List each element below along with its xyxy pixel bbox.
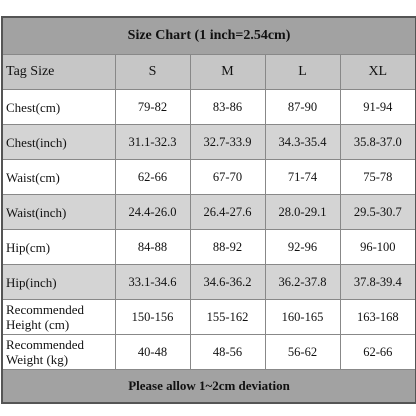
table-cell: 87-90 <box>265 90 340 125</box>
table-row <box>2 195 416 230</box>
table-cell: 56-62 <box>265 335 340 370</box>
tag-size-label: Tag Size <box>2 55 115 90</box>
table-cell: 92-96 <box>265 230 340 265</box>
table-cell: 79-82 <box>115 90 190 125</box>
table-cell: 40-48 <box>115 335 190 370</box>
table-row <box>2 160 416 195</box>
chart-title: Size Chart (1 inch=2.54cm) <box>2 17 416 55</box>
table-cell: 24.4-26.0 <box>115 195 190 230</box>
table-cell: 155-162 <box>190 300 265 335</box>
table-cell: 32.7-33.9 <box>190 125 265 160</box>
row-label: Chest(inch) <box>2 125 115 160</box>
table-row <box>2 265 416 300</box>
table-cell: 29.5-30.7 <box>340 195 416 230</box>
row-label: Hip(cm) <box>2 230 115 265</box>
table-cell: 31.1-32.3 <box>115 125 190 160</box>
table-cell: 84-88 <box>115 230 190 265</box>
table-cell: 163-168 <box>340 300 416 335</box>
size-chart-table <box>1 16 416 404</box>
table-cell: 62-66 <box>115 160 190 195</box>
table-cell: 34.6-36.2 <box>190 265 265 300</box>
row-label: Chest(cm) <box>2 90 115 125</box>
footer-row <box>2 370 416 404</box>
table-row <box>2 125 416 160</box>
table-cell: 26.4-27.6 <box>190 195 265 230</box>
table-cell: 33.1-34.6 <box>115 265 190 300</box>
size-header-xl: XL <box>340 55 416 90</box>
table-cell: 35.8-37.0 <box>340 125 416 160</box>
table-cell: 34.3-35.4 <box>265 125 340 160</box>
size-header-m: M <box>190 55 265 90</box>
table-cell: 75-78 <box>340 160 416 195</box>
table-cell: 28.0-29.1 <box>265 195 340 230</box>
table-cell: 37.8-39.4 <box>340 265 416 300</box>
table-cell: 71-74 <box>265 160 340 195</box>
table-cell: 36.2-37.8 <box>265 265 340 300</box>
row-label: Waist(inch) <box>2 195 115 230</box>
deviation-note: Please allow 1~2cm deviation <box>2 370 416 404</box>
row-label: Recommended Height (cm) <box>2 300 115 335</box>
table-cell: 96-100 <box>340 230 416 265</box>
table-cell: 62-66 <box>340 335 416 370</box>
title-row <box>2 17 416 55</box>
row-label: Hip(inch) <box>2 265 115 300</box>
row-label: Waist(cm) <box>2 160 115 195</box>
table-row <box>2 300 416 335</box>
table-cell: 91-94 <box>340 90 416 125</box>
size-header-s: S <box>115 55 190 90</box>
header-row <box>2 55 416 90</box>
size-header-l: L <box>265 55 340 90</box>
table-row <box>2 335 416 370</box>
table-cell: 160-165 <box>265 300 340 335</box>
table-row <box>2 230 416 265</box>
table-row <box>2 90 416 125</box>
row-label: Recommended Weight (kg) <box>2 335 115 370</box>
table-cell: 150-156 <box>115 300 190 335</box>
table-cell: 48-56 <box>190 335 265 370</box>
table-cell: 83-86 <box>190 90 265 125</box>
table-cell: 67-70 <box>190 160 265 195</box>
table-cell: 88-92 <box>190 230 265 265</box>
